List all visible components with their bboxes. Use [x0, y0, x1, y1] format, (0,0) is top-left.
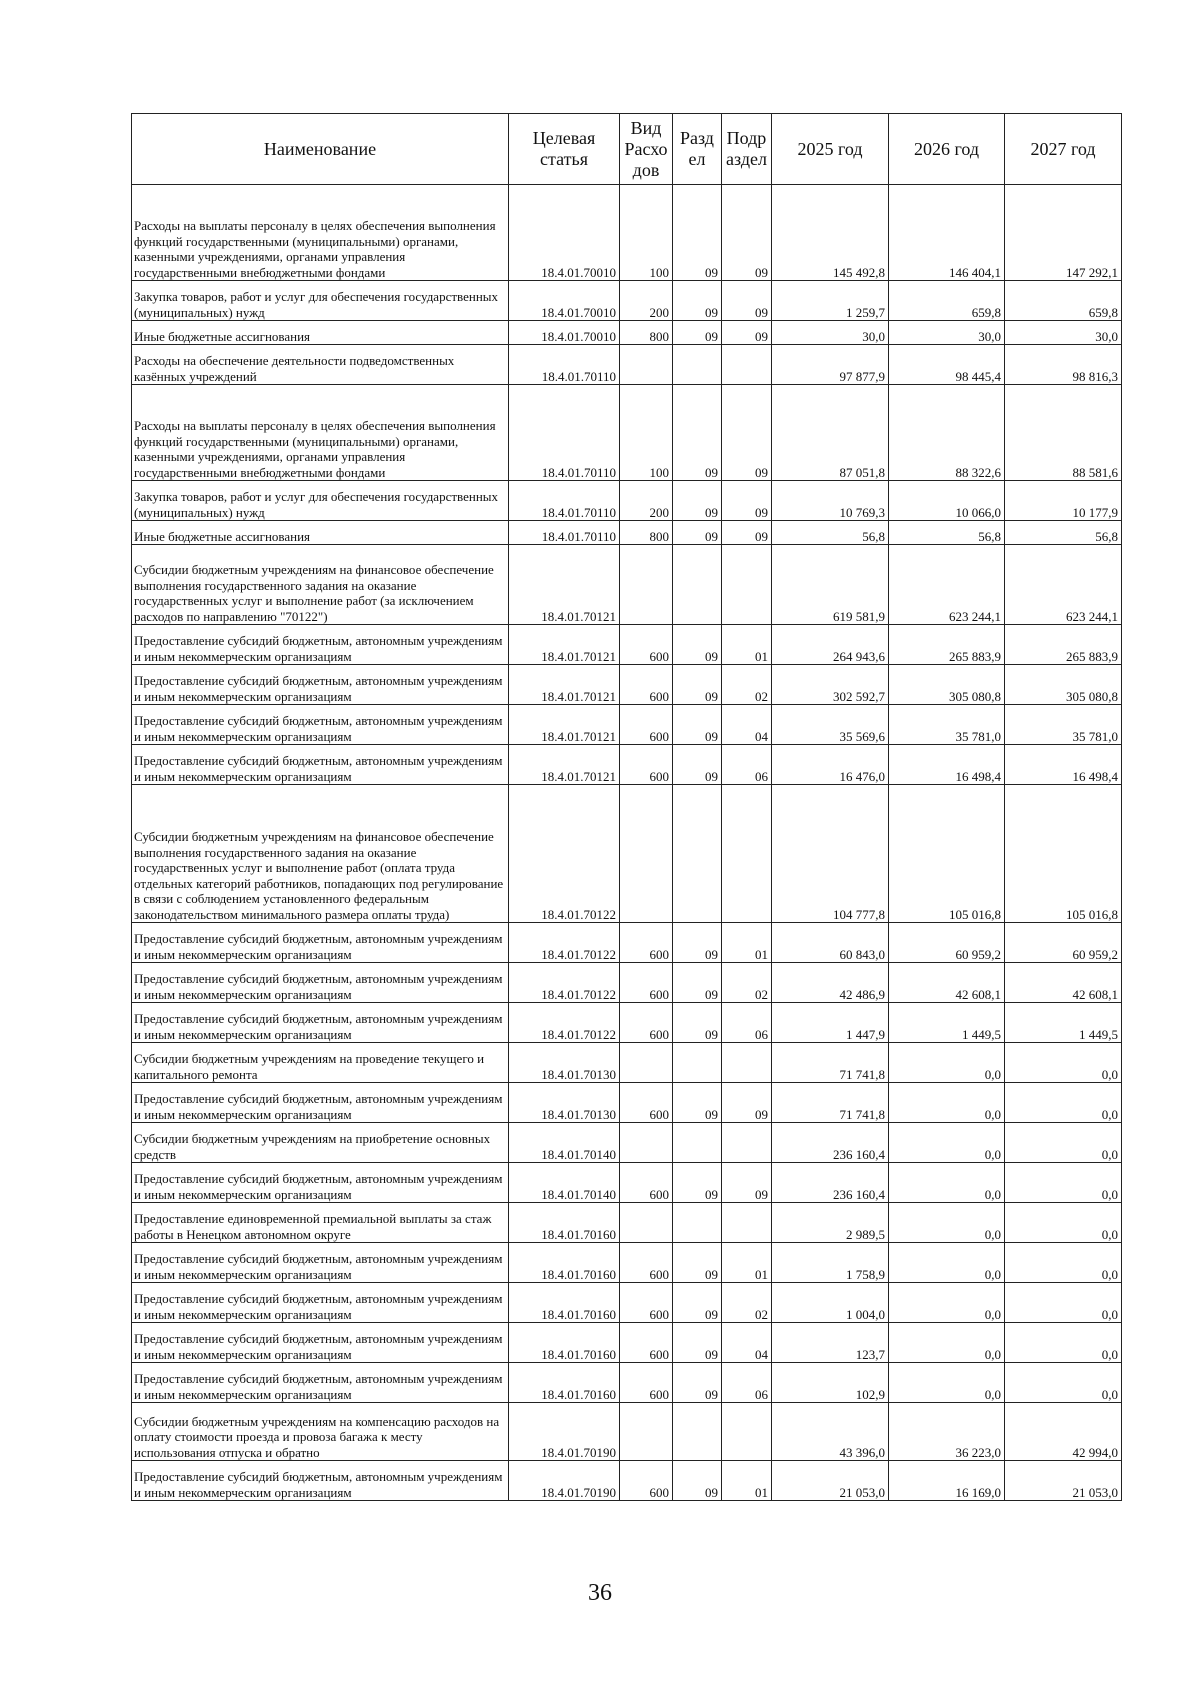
- row-name: Предоставление субсидий бюджетным, автономным учреждениям и иным некоммерческим организациям: [132, 1083, 509, 1123]
- row-target-article: 18.4.01.70140: [509, 1163, 620, 1203]
- row-section: [673, 1203, 722, 1243]
- row-value-2027: 30,0: [1005, 321, 1122, 345]
- table-row: [132, 1461, 1122, 1501]
- row-name: Расходы на выплаты персоналу в целях обеспечения выполнения функций государственными (муниципальными) органами, казенными учреждениями, органами управления государственными внебюджетными фондами: [132, 185, 509, 281]
- row-section: 09: [673, 1243, 722, 1283]
- row-value-2027: 0,0: [1005, 1203, 1122, 1243]
- table-row: [132, 281, 1122, 321]
- row-subsection: 01: [722, 625, 772, 665]
- table-row: [132, 345, 1122, 385]
- header-year-2027: 2027 год: [1005, 114, 1122, 185]
- header-year-2025: 2025 год: [772, 114, 889, 185]
- table-row: [132, 1283, 1122, 1323]
- row-subsection: [722, 1403, 772, 1461]
- header-section: Разд ел: [673, 114, 722, 185]
- row-expense-type: [620, 1403, 673, 1461]
- row-subsection: 02: [722, 1283, 772, 1323]
- row-expense-type: 600: [620, 1461, 673, 1501]
- row-value-2027: 10 177,9: [1005, 481, 1122, 521]
- row-name: Предоставление субсидий бюджетным, автономным учреждениям и иным некоммерческим организациям: [132, 705, 509, 745]
- table-row: [132, 1123, 1122, 1163]
- row-expense-type: 600: [620, 963, 673, 1003]
- row-value-2025: 1 758,9: [772, 1243, 889, 1283]
- row-subsection: 04: [722, 705, 772, 745]
- row-subsection: 02: [722, 665, 772, 705]
- row-expense-type: 600: [620, 665, 673, 705]
- row-expense-type: 600: [620, 1283, 673, 1323]
- row-section: 09: [673, 1363, 722, 1403]
- row-name: Расходы на обеспечение деятельности подведомственных казённых учреждений: [132, 345, 509, 385]
- row-section: [673, 1123, 722, 1163]
- row-value-2026: 265 883,9: [889, 625, 1005, 665]
- row-value-2026: 146 404,1: [889, 185, 1005, 281]
- row-subsection: 01: [722, 923, 772, 963]
- row-value-2027: 0,0: [1005, 1243, 1122, 1283]
- row-name: Предоставление субсидий бюджетным, автономным учреждениям и иным некоммерческим организациям: [132, 1363, 509, 1403]
- row-subsection: [722, 785, 772, 923]
- row-target-article: 18.4.01.70160: [509, 1323, 620, 1363]
- row-expense-type: 600: [620, 1003, 673, 1043]
- row-name: Предоставление субсидий бюджетным, автономным учреждениям и иным некоммерческим организациям: [132, 1461, 509, 1501]
- row-value-2025: 56,8: [772, 521, 889, 545]
- row-value-2025: 145 492,8: [772, 185, 889, 281]
- table-row: [132, 923, 1122, 963]
- row-value-2027: 21 053,0: [1005, 1461, 1122, 1501]
- row-value-2026: 35 781,0: [889, 705, 1005, 745]
- table-row: [132, 1083, 1122, 1123]
- row-target-article: 18.4.01.70110: [509, 345, 620, 385]
- row-expense-type: 200: [620, 481, 673, 521]
- table-row: [132, 545, 1122, 625]
- table-row: [132, 385, 1122, 481]
- row-value-2025: 30,0: [772, 321, 889, 345]
- row-value-2025: 1 447,9: [772, 1003, 889, 1043]
- row-value-2026: 0,0: [889, 1323, 1005, 1363]
- row-section: 09: [673, 1003, 722, 1043]
- table-row: [132, 521, 1122, 545]
- row-target-article: 18.4.01.70122: [509, 785, 620, 923]
- row-section: [673, 545, 722, 625]
- row-value-2025: 264 943,6: [772, 625, 889, 665]
- table-row: [132, 1323, 1122, 1363]
- row-target-article: 18.4.01.70122: [509, 923, 620, 963]
- row-expense-type: [620, 345, 673, 385]
- row-target-article: 18.4.01.70190: [509, 1403, 620, 1461]
- row-target-article: 18.4.01.70010: [509, 321, 620, 345]
- row-subsection: 09: [722, 321, 772, 345]
- row-value-2025: 2 989,5: [772, 1203, 889, 1243]
- row-subsection: 09: [722, 385, 772, 481]
- row-value-2027: 88 581,6: [1005, 385, 1122, 481]
- row-section: 09: [673, 745, 722, 785]
- row-expense-type: 100: [620, 385, 673, 481]
- row-expense-type: 200: [620, 281, 673, 321]
- row-subsection: 01: [722, 1461, 772, 1501]
- row-name: Предоставление субсидий бюджетным, автономным учреждениям и иным некоммерческим организациям: [132, 1243, 509, 1283]
- row-value-2026: 0,0: [889, 1283, 1005, 1323]
- table-row: [132, 1003, 1122, 1043]
- row-value-2025: 21 053,0: [772, 1461, 889, 1501]
- row-section: 09: [673, 1283, 722, 1323]
- row-value-2025: 16 476,0: [772, 745, 889, 785]
- row-value-2025: 236 160,4: [772, 1123, 889, 1163]
- row-name: Предоставление субсидий бюджетным, автономным учреждениям и иным некоммерческим организациям: [132, 1003, 509, 1043]
- row-target-article: 18.4.01.70110: [509, 521, 620, 545]
- row-value-2027: 0,0: [1005, 1123, 1122, 1163]
- row-subsection: 09: [722, 481, 772, 521]
- row-value-2027: 42 994,0: [1005, 1403, 1122, 1461]
- row-name: Закупка товаров, работ и услуг для обеспечения государственных (муниципальных) нужд: [132, 281, 509, 321]
- row-value-2026: 0,0: [889, 1243, 1005, 1283]
- row-section: 09: [673, 963, 722, 1003]
- row-value-2027: 0,0: [1005, 1163, 1122, 1203]
- row-value-2026: 0,0: [889, 1083, 1005, 1123]
- row-target-article: 18.4.01.70122: [509, 963, 620, 1003]
- row-value-2026: 56,8: [889, 521, 1005, 545]
- row-subsection: [722, 1123, 772, 1163]
- row-section: [673, 1043, 722, 1083]
- row-expense-type: [620, 785, 673, 923]
- row-value-2027: 0,0: [1005, 1043, 1122, 1083]
- row-subsection: 04: [722, 1323, 772, 1363]
- row-target-article: 18.4.01.70140: [509, 1123, 620, 1163]
- row-target-article: 18.4.01.70130: [509, 1083, 620, 1123]
- table-row: [132, 625, 1122, 665]
- row-section: [673, 345, 722, 385]
- table-row: [132, 1403, 1122, 1461]
- row-section: 09: [673, 385, 722, 481]
- table-row: [132, 185, 1122, 281]
- row-value-2026: 36 223,0: [889, 1403, 1005, 1461]
- row-value-2025: 104 777,8: [772, 785, 889, 923]
- row-value-2025: 43 396,0: [772, 1403, 889, 1461]
- row-target-article: 18.4.01.70121: [509, 545, 620, 625]
- row-target-article: 18.4.01.70121: [509, 705, 620, 745]
- row-expense-type: 800: [620, 321, 673, 345]
- row-value-2026: 0,0: [889, 1043, 1005, 1083]
- row-target-article: 18.4.01.70010: [509, 281, 620, 321]
- table-row: [132, 1243, 1122, 1283]
- row-value-2026: 10 066,0: [889, 481, 1005, 521]
- row-expense-type: 600: [620, 1323, 673, 1363]
- row-name: Субсидии бюджетным учреждениям на компенсацию расходов на оплату стоимости проезда и провоза багажа к месту использования отпуска и обратно: [132, 1403, 509, 1461]
- row-subsection: 06: [722, 745, 772, 785]
- page-number: 36: [588, 1580, 612, 1606]
- row-expense-type: [620, 1203, 673, 1243]
- row-value-2025: 60 843,0: [772, 923, 889, 963]
- row-value-2027: 60 959,2: [1005, 923, 1122, 963]
- row-value-2026: 0,0: [889, 1163, 1005, 1203]
- row-expense-type: [620, 545, 673, 625]
- row-name: Субсидии бюджетным учреждениям на проведение текущего и капитального ремонта: [132, 1043, 509, 1083]
- row-value-2026: 659,8: [889, 281, 1005, 321]
- budget-table: [131, 113, 1122, 1501]
- row-value-2026: 30,0: [889, 321, 1005, 345]
- row-section: 09: [673, 1461, 722, 1501]
- row-value-2025: 97 877,9: [772, 345, 889, 385]
- table-row: [132, 481, 1122, 521]
- row-name: Предоставление субсидий бюджетным, автономным учреждениям и иным некоммерческим организациям: [132, 665, 509, 705]
- table-row: [132, 665, 1122, 705]
- row-name: Предоставление субсидий бюджетным, автономным учреждениям и иным некоммерческим организациям: [132, 963, 509, 1003]
- row-value-2025: 1 259,7: [772, 281, 889, 321]
- row-subsection: 09: [722, 185, 772, 281]
- row-subsection: 06: [722, 1363, 772, 1403]
- header-name: Наименование: [132, 114, 509, 185]
- row-section: 09: [673, 705, 722, 745]
- row-subsection: [722, 345, 772, 385]
- row-value-2025: 71 741,8: [772, 1083, 889, 1123]
- row-value-2027: 0,0: [1005, 1323, 1122, 1363]
- row-section: 09: [673, 281, 722, 321]
- row-value-2026: 623 244,1: [889, 545, 1005, 625]
- row-section: [673, 785, 722, 923]
- header-row: [132, 114, 1122, 185]
- row-expense-type: 600: [620, 1163, 673, 1203]
- row-subsection: 06: [722, 1003, 772, 1043]
- row-expense-type: 600: [620, 923, 673, 963]
- row-value-2026: 305 080,8: [889, 665, 1005, 705]
- row-value-2027: 16 498,4: [1005, 745, 1122, 785]
- row-value-2025: 71 741,8: [772, 1043, 889, 1083]
- row-expense-type: 600: [620, 745, 673, 785]
- table-body: [132, 185, 1122, 1501]
- row-value-2025: 35 569,6: [772, 705, 889, 745]
- row-target-article: 18.4.01.70121: [509, 665, 620, 705]
- row-target-article: 18.4.01.70160: [509, 1203, 620, 1243]
- row-value-2026: 16 169,0: [889, 1461, 1005, 1501]
- row-expense-type: [620, 1043, 673, 1083]
- row-section: [673, 1403, 722, 1461]
- row-name: Закупка товаров, работ и услуг для обеспечения государственных (муниципальных) нужд: [132, 481, 509, 521]
- row-name: Предоставление субсидий бюджетным, автономным учреждениям и иным некоммерческим организациям: [132, 1323, 509, 1363]
- header-year-2026: 2026 год: [889, 114, 1005, 185]
- row-target-article: 18.4.01.70110: [509, 481, 620, 521]
- row-name: Предоставление субсидий бюджетным, автономным учреждениям и иным некоммерческим организациям: [132, 1283, 509, 1323]
- row-subsection: [722, 1203, 772, 1243]
- row-value-2027: 0,0: [1005, 1283, 1122, 1323]
- row-target-article: 18.4.01.70122: [509, 1003, 620, 1043]
- row-value-2027: 35 781,0: [1005, 705, 1122, 745]
- row-value-2025: 102,9: [772, 1363, 889, 1403]
- table-row: [132, 1363, 1122, 1403]
- table-row: [132, 1163, 1122, 1203]
- row-expense-type: 600: [620, 1363, 673, 1403]
- row-expense-type: 100: [620, 185, 673, 281]
- row-target-article: 18.4.01.70121: [509, 745, 620, 785]
- row-subsection: 09: [722, 521, 772, 545]
- row-subsection: 09: [722, 1163, 772, 1203]
- row-value-2026: 60 959,2: [889, 923, 1005, 963]
- row-value-2027: 0,0: [1005, 1363, 1122, 1403]
- row-value-2026: 0,0: [889, 1363, 1005, 1403]
- row-value-2027: 147 292,1: [1005, 185, 1122, 281]
- table-row: [132, 321, 1122, 345]
- row-value-2027: 56,8: [1005, 521, 1122, 545]
- row-section: 09: [673, 185, 722, 281]
- row-target-article: 18.4.01.70121: [509, 625, 620, 665]
- row-target-article: 18.4.01.70160: [509, 1283, 620, 1323]
- row-section: 09: [673, 481, 722, 521]
- row-target-article: 18.4.01.70190: [509, 1461, 620, 1501]
- row-value-2025: 123,7: [772, 1323, 889, 1363]
- row-name: Иные бюджетные ассигнования: [132, 521, 509, 545]
- row-expense-type: [620, 1123, 673, 1163]
- row-value-2027: 305 080,8: [1005, 665, 1122, 705]
- row-target-article: 18.4.01.70160: [509, 1243, 620, 1283]
- row-name: Иные бюджетные ассигнования: [132, 321, 509, 345]
- row-value-2026: 88 322,6: [889, 385, 1005, 481]
- row-value-2026: 0,0: [889, 1203, 1005, 1243]
- row-name: Субсидии бюджетным учреждениям на финансовое обеспечение выполнения государственного задания на оказание государственных услуг и выполнение работ (за исключением расходов по направлению "70122"): [132, 545, 509, 625]
- row-section: 09: [673, 1163, 722, 1203]
- row-value-2027: 1 449,5: [1005, 1003, 1122, 1043]
- row-value-2027: 105 016,8: [1005, 785, 1122, 923]
- row-section: 09: [673, 625, 722, 665]
- row-name: Субсидии бюджетным учреждениям на финансовое обеспечение выполнения государственного задания на оказание государственных услуг и выполнение работ (оплата труда отдельных категорий работников, попадающих под регулирование в связи с соблюдением установленного федеральным законодательством минимального размера оплаты труда): [132, 785, 509, 923]
- row-expense-type: 600: [620, 1083, 673, 1123]
- row-section: 09: [673, 1323, 722, 1363]
- row-subsection: 02: [722, 963, 772, 1003]
- row-subsection: 09: [722, 281, 772, 321]
- row-value-2027: 42 608,1: [1005, 963, 1122, 1003]
- row-value-2027: 0,0: [1005, 1083, 1122, 1123]
- row-value-2027: 98 816,3: [1005, 345, 1122, 385]
- row-name: Предоставление субсидий бюджетным, автономным учреждениям и иным некоммерческим организациям: [132, 923, 509, 963]
- table-row: [132, 963, 1122, 1003]
- row-section: 09: [673, 521, 722, 545]
- row-value-2026: 105 016,8: [889, 785, 1005, 923]
- table-row: [132, 745, 1122, 785]
- row-name: Расходы на выплаты персоналу в целях обеспечения выполнения функций государственными (муниципальными) органами, казенными учреждениями, органами управления государственными внебюджетными фондами: [132, 385, 509, 481]
- table-row: [132, 705, 1122, 745]
- row-value-2027: 265 883,9: [1005, 625, 1122, 665]
- row-name: Субсидии бюджетным учреждениям на приобретение основных средств: [132, 1123, 509, 1163]
- row-value-2025: 42 486,9: [772, 963, 889, 1003]
- table-row: [132, 1203, 1122, 1243]
- row-name: Предоставление единовременной премиальной выплаты за стаж работы в Ненецком автономном округе: [132, 1203, 509, 1243]
- row-target-article: 18.4.01.70160: [509, 1363, 620, 1403]
- row-value-2026: 98 445,4: [889, 345, 1005, 385]
- row-name: Предоставление субсидий бюджетным, автономным учреждениям и иным некоммерческим организациям: [132, 625, 509, 665]
- row-section: 09: [673, 321, 722, 345]
- row-value-2026: 42 608,1: [889, 963, 1005, 1003]
- row-value-2025: 236 160,4: [772, 1163, 889, 1203]
- row-name: Предоставление субсидий бюджетным, автономным учреждениям и иным некоммерческим организациям: [132, 1163, 509, 1203]
- row-target-article: 18.4.01.70130: [509, 1043, 620, 1083]
- row-value-2027: 659,8: [1005, 281, 1122, 321]
- row-expense-type: 600: [620, 1243, 673, 1283]
- row-value-2027: 623 244,1: [1005, 545, 1122, 625]
- row-expense-type: 600: [620, 705, 673, 745]
- row-subsection: 01: [722, 1243, 772, 1283]
- table-row: [132, 785, 1122, 923]
- row-name: Предоставление субсидий бюджетным, автономным учреждениям и иным некоммерческим организациям: [132, 745, 509, 785]
- row-subsection: 09: [722, 1083, 772, 1123]
- row-expense-type: 600: [620, 625, 673, 665]
- row-subsection: [722, 1043, 772, 1083]
- row-subsection: [722, 545, 772, 625]
- row-section: 09: [673, 665, 722, 705]
- row-value-2025: 302 592,7: [772, 665, 889, 705]
- row-section: 09: [673, 1083, 722, 1123]
- table-row: [132, 1043, 1122, 1083]
- row-value-2025: 1 004,0: [772, 1283, 889, 1323]
- row-target-article: 18.4.01.70110: [509, 385, 620, 481]
- row-value-2026: 0,0: [889, 1123, 1005, 1163]
- row-value-2026: 16 498,4: [889, 745, 1005, 785]
- header-target-article: Целевая статья: [509, 114, 620, 185]
- row-section: 09: [673, 923, 722, 963]
- row-expense-type: 800: [620, 521, 673, 545]
- row-value-2025: 10 769,3: [772, 481, 889, 521]
- row-value-2025: 619 581,9: [772, 545, 889, 625]
- header-subsection: Подр аздел: [722, 114, 772, 185]
- row-value-2025: 87 051,8: [772, 385, 889, 481]
- row-value-2026: 1 449,5: [889, 1003, 1005, 1043]
- row-target-article: 18.4.01.70010: [509, 185, 620, 281]
- header-expense-type: Вид Расхо дов: [620, 114, 673, 185]
